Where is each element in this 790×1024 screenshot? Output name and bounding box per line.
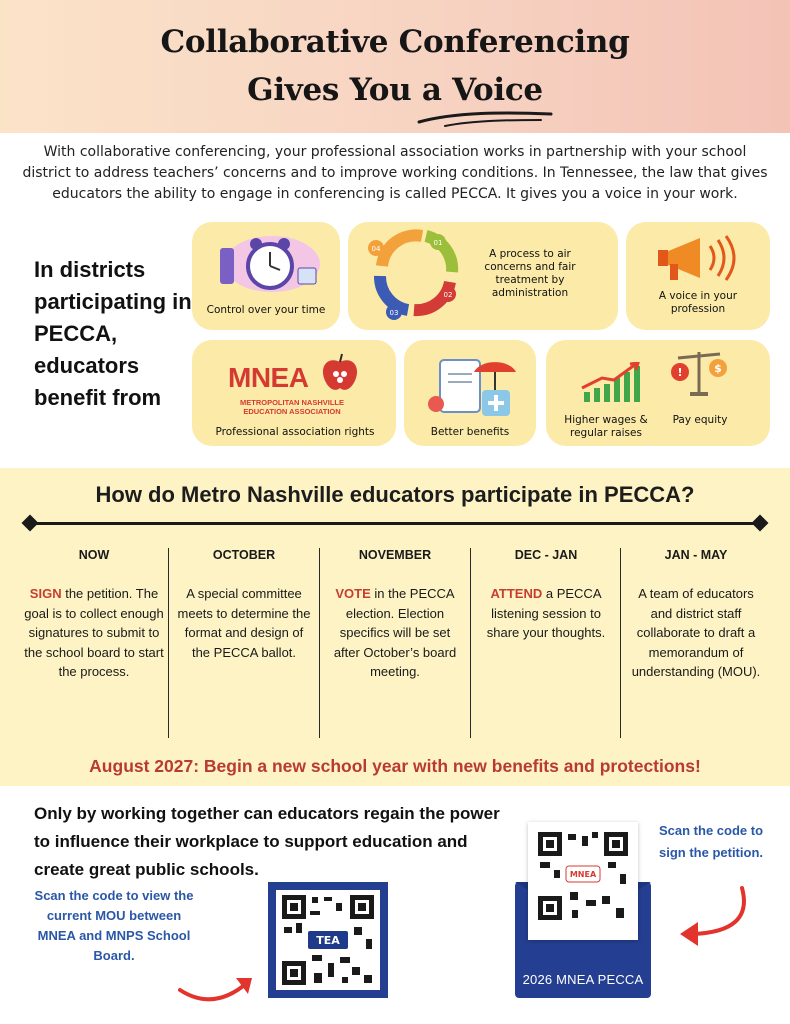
qr-badge-tea: TEA xyxy=(316,934,340,947)
column-body: A team of educators and district staff collaborate to draft a memorandum of understanding (MOU). xyxy=(631,586,761,679)
timeline-column-november xyxy=(325,548,465,682)
column-head: JAN - MAY xyxy=(664,548,728,562)
column-head: DEC - JAN xyxy=(514,548,578,562)
benefit-label-process: A process to air concerns and fair treatment by administration xyxy=(484,248,576,299)
intro-paragraph: With collaborative conferencing, your professional association works in partnership with your school district to address teachers’ concerns and to improve working conditions. In Tennessee, the law that gives educators the ability to engage in conferencing is called PECCA. It gives you a voice in your work. xyxy=(22,144,768,202)
mnea-logo-subtitle xyxy=(222,398,362,416)
benefit-label-wages: Higher wages & regular raises xyxy=(564,414,648,439)
column-divider xyxy=(319,548,320,738)
benefit-label-pay-equity: Pay equity xyxy=(672,414,728,426)
column-text xyxy=(476,584,616,643)
svg-text:$: $ xyxy=(714,362,722,375)
timeline-title: How do Metro Nashville educators participate in PECCA? xyxy=(95,482,695,507)
cycle-arrows-icon xyxy=(362,226,466,326)
svg-text:!: ! xyxy=(677,366,683,379)
mnea-logo-line1: METROPOLITAN NASHVILLE xyxy=(239,398,345,407)
benefit-label-benefits: Better benefits xyxy=(430,426,510,438)
scan-petition-text: Scan the code to sign the petition. xyxy=(658,823,764,860)
page-title-line2: Gives You a Voice xyxy=(247,72,543,108)
column-head: NOW xyxy=(78,548,110,562)
column-text xyxy=(174,584,314,662)
qr-pattern xyxy=(280,893,376,987)
curved-arrow-icon xyxy=(174,968,264,1008)
qr-badge-mnea: MNEA xyxy=(569,870,597,879)
header-banner xyxy=(0,0,790,133)
column-divider xyxy=(470,548,471,738)
column-divider xyxy=(168,548,169,738)
envelope-label: 2026 MNEA PECCA xyxy=(522,972,644,987)
column-text xyxy=(24,584,164,682)
column-keyword: VOTE xyxy=(335,586,371,601)
svg-text:02: 02 xyxy=(443,291,453,299)
column-keyword: ATTEND xyxy=(490,586,543,601)
column-text xyxy=(325,584,465,682)
closing-statement: Only by working together can educators regain the power to influence their workplace to support education and create great public schools. xyxy=(34,804,500,879)
svg-text:04: 04 xyxy=(371,245,381,253)
balance-scale-icon xyxy=(668,346,730,398)
petition-qr-code[interactable] xyxy=(536,830,630,922)
column-text xyxy=(626,584,766,682)
apple-logo-icon xyxy=(320,352,360,394)
timeline-rule xyxy=(30,522,760,525)
column-body: in the PECCA election. Election specifics will be set after October’s board meeting. xyxy=(333,586,457,679)
clock-icon xyxy=(212,230,322,294)
column-divider xyxy=(620,548,621,738)
benefit-label-voice: A voice in your profession xyxy=(658,290,738,315)
underline-swoosh xyxy=(415,108,555,130)
page-title-line1: Collaborative Conferencing xyxy=(160,24,630,60)
column-body: A special committee meets to determine the format and design of the PECCA ballot. xyxy=(177,586,311,660)
column-head: NOVEMBER xyxy=(358,548,432,562)
column-body: the petition. The goal is to collect enough signatures to submit to the school board to start the process. xyxy=(24,586,164,679)
timeline-column-now xyxy=(24,548,164,682)
timeline-column-dec-jan xyxy=(476,548,616,643)
svg-text:01: 01 xyxy=(433,239,443,247)
timeline-column-october xyxy=(174,548,314,662)
column-body: a PECCA listening session to share your thoughts. xyxy=(486,586,606,640)
benefit-label-time: Control over your time xyxy=(206,304,326,316)
curved-arrow-icon xyxy=(668,884,758,952)
august-announcement: August 2027: Begin a new school year with new benefits and protections! xyxy=(89,756,701,776)
timeline-column-jan-may xyxy=(626,548,766,682)
megaphone-icon xyxy=(656,230,746,286)
scan-mou-text: Scan the code to view the current MOU between MNEA and MNPS School Board. xyxy=(34,888,194,963)
column-head: OCTOBER xyxy=(212,548,276,562)
column-keyword: SIGN xyxy=(29,586,62,601)
svg-text:03: 03 xyxy=(389,309,399,317)
benefits-umbrella-icon xyxy=(424,350,518,420)
mnea-logo-text: MNEA xyxy=(228,362,309,393)
benefits-lead-text: In districts participating in PECCA, educators benefit from xyxy=(34,257,192,410)
benefit-label-rights: Professional association rights xyxy=(215,426,375,438)
mnea-logo-line2: EDUCATION ASSOCIATION xyxy=(243,407,341,416)
growth-chart-icon xyxy=(580,362,644,402)
